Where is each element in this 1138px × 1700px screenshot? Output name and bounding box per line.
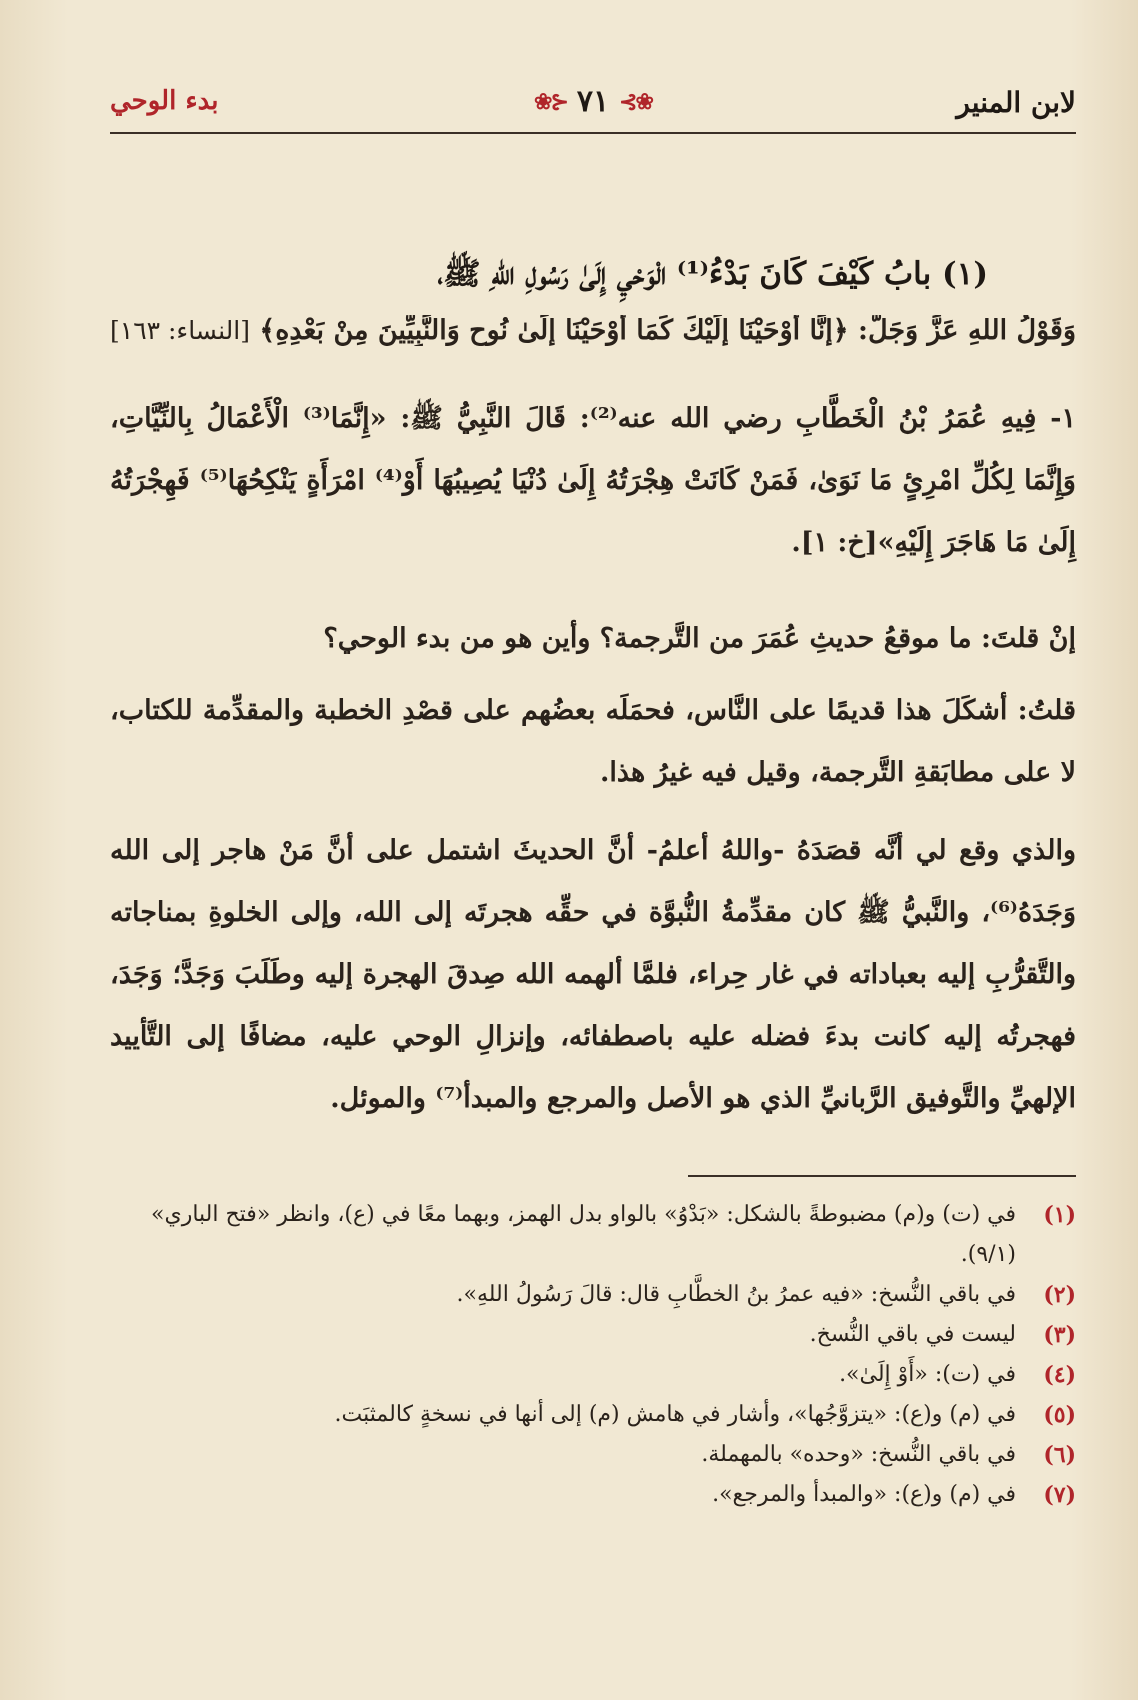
chapter-title: (١) بابُ كَيْفَ كَانَ بَدْءُ⁽¹⁾ الْوَحْيِ إِلَىٰ رَسُولِ اللهِ ﷺ، [437,256,988,292]
footnote-text: في (م) و(ع): «والمبدأ والمرجع». [712,1482,1016,1507]
footnote-number: (١) [1043,1202,1076,1228]
page-number: ٧١ [576,84,610,119]
footnote-text: في (م) و(ع): «يتزوَّجُها»، وأشار في هامش (م) إلى أنها في نسخةٍ كالمثبَت. [334,1402,1016,1427]
footnote-separator [688,1175,1076,1177]
footnote-item [110,1195,1076,1275]
footnote-number: (٧) [1043,1482,1076,1508]
header-author: لابن المنير [956,86,1076,119]
header-book-title: بدء الوحي [110,86,219,116]
verse-intro: وَقَوْلُ اللهِ عَزَّ وَجَلَّ: ﴿إِنَّا أَوْحَيْنَا إِلَيْكَ كَمَا أَوْحَيْنَا إِلَىٰ نُوحٍ وَالنَّبِيِّينَ مِنْ بَعْدِهِ﴾ [259,315,1076,346]
footnote-text: في (ت): «أَوْ إِلَىٰ». [839,1362,1016,1387]
footnote-number: (٦) [1043,1442,1076,1468]
footnote-text: في باقي النُّسخ: «فيه عمرُ بنُ الخطَّابِ قال: قالَ رَسُولُ اللهِ». [456,1282,1016,1307]
footnote-item [110,1475,1076,1515]
footnote-item [110,1315,1076,1355]
hadith-paragraph: ١- فِيهِ عُمَرُ بْنُ الْخَطَّابِ رضي الله عنه⁽²⁾: قَالَ النَّبِيُّ ﷺ: «إِنَّمَا⁽³⁾ الْأَعْمَالُ بِالنِّيَّاتِ، وَإِنَّمَا لِكُلِّ امْرِئٍ مَا نَوَىٰ، فَمَنْ كَانَتْ هِجْرَتُهُ إِلَىٰ دُنْيَا يُصِيبُهَا أَوْ⁽⁴⁾ امْرَأَةٍ يَنْكِحُهَا⁽⁵⁾ فَهِجْرَتُهُ إِلَىٰ مَا هَاجَرَ إِلَيْهِ»[خ: ١]. [110,403,1076,558]
ornament-right-icon: ⊰❀ [619,88,652,115]
verse-reference: [النساء: ١٦٣] [110,316,250,345]
header-page-number-block [534,84,652,119]
verse-intro-line [110,315,1076,346]
footnote-text: في (ت) و(م) مضبوطةً بالشكل: «بَدْوُ» بالواو بدل الهمز، وبهما معًا في (ع)، وانظر «فتح الباري» (٩/١). [151,1202,1016,1267]
footnote-item [110,1395,1076,1435]
footnote-item [110,1355,1076,1395]
footnote-item [110,1275,1076,1315]
footnote-text: في باقي النُّسخ: «وحده» بالمهملة. [701,1442,1016,1467]
running-header [110,84,1076,134]
footnote-number: (٥) [1043,1402,1076,1428]
explanation-paragraph: والذي وقع لي أنَّه قصَدَهُ -واللهُ أعلمُ- أنَّ الحديثَ اشتمل على أنَّ مَنْ هاجر إلى الله وَجَدَهُ⁽⁶⁾، والنَّبيُّ ﷺ كان مقدِّمةُ النُّبوَّة في حقِّه هجرتَه إلى الله، وإلى الخلوةِ بمناجاته والتَّقرُّبِ إليه بعباداته في غار حِراء، فلمَّا ألهمه الله صِدقَ الهجرة إليه وطَلَبَ وَجَدَّ؛ وَجَدَ، فهجرتُه إليه كانت بدءَ فضله عليه باصطفائه، وإنزالِ الوحي عليه، مضافًا إلى التَّأييد الإلهيِّ والتَّوفيق الرَّبانيِّ الذي هو الأصل والمرجع والمبدأ⁽⁷⁾ والموئل. [110,835,1076,1114]
footnotes [110,1195,1076,1515]
footnote-item [110,1435,1076,1475]
footnote-number: (٢) [1043,1282,1076,1308]
ornament-left-icon: ❀⊱ [534,88,567,115]
question-paragraph: إنْ قلتَ: ما موقعُ حديثِ عُمَرَ من التَّرجمة؟ وأين هو من بدء الوحي؟ [323,623,1076,654]
answer-paragraph: قلتُ: أشكَلَ هذا قديمًا على النَّاس، فحمَلَه بعضُهم على قصْدِ الخطبة والمقدِّمة للكتاب، لا على مطابَقةِ التَّرجمة، وقيل فيه غيرُ هذا. [110,695,1076,788]
footnote-number: (٣) [1043,1322,1076,1348]
footnote-text: ليست في باقي النُّسخ. [809,1322,1016,1347]
footnote-number: (٤) [1043,1362,1076,1388]
